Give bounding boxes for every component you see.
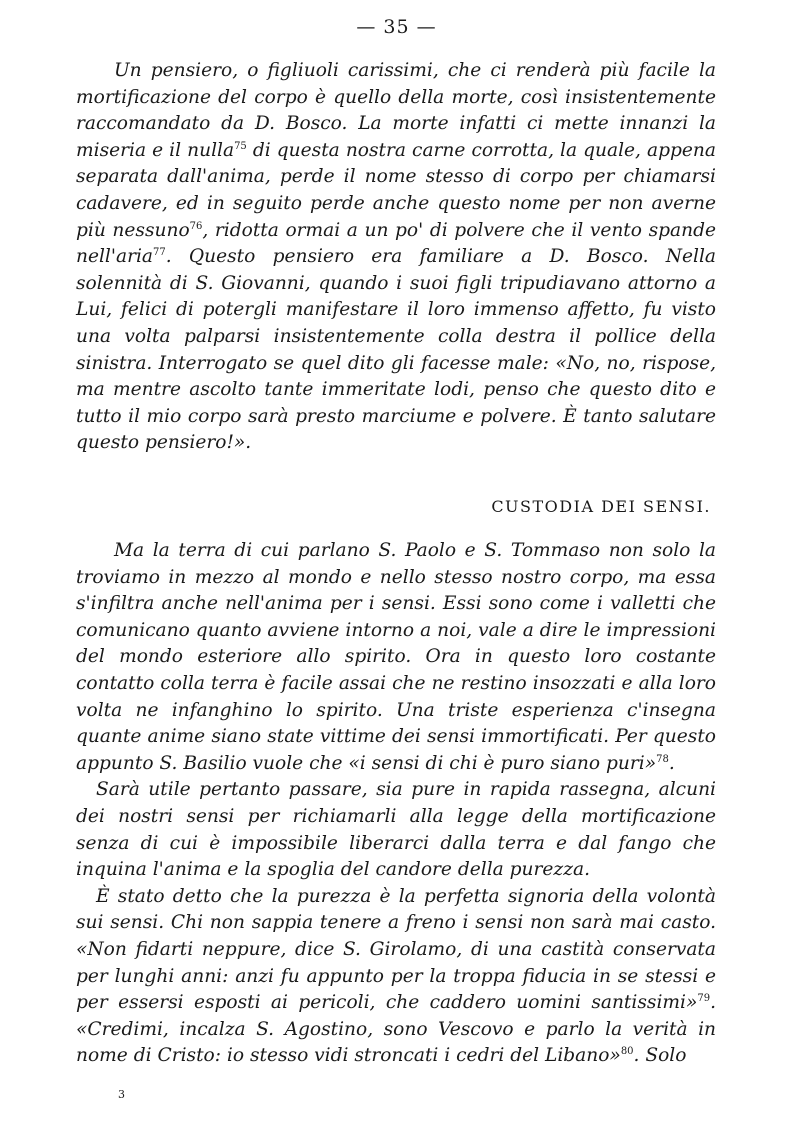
- text-run: Sarà utile pertanto passare, sia pure in rapida rassegna, alcuni dei nostri sensi per richiamarli alla legge della mortificazione senza di cui è impossibile liberarci dalla terra e dal fango che inquina l'anima e la spoglia del candore della purezza.: [76, 779, 716, 881]
- text-run: , ridotta ormai a un po' di polvere che il vento spande nell'aria: [76, 219, 716, 268]
- paragraph: [76, 884, 716, 1070]
- footnote-ref: 80: [620, 1046, 634, 1058]
- text-run: Ma la terra di cui parlano S. Paolo e S. Tommaso non solo la troviamo in mezzo al mondo e nello stesso nostro corpo, ma essa s'infiltra anche nell'anima per i sensi. Essi sono come i valletti che comunicano quanto avviene intorno a noi, vale a dire le impressioni del mondo esteriore allo spirito. Ora in questo loro costante contatto colla terra è facile assai che ne restino insozzati e alla loro volta ne infanghino lo spirito. Una triste esperienza c'insegna quante anime siano state vittime dei sensi immortificati. Per questo appunto S. Basilio vuole che «i sensi di chi è puro siano puri»: [76, 540, 716, 774]
- text-run: È stato detto che la purezza è la perfetta signoria della volontà sui sensi. Chi non sappia tenere a freno i sensi non sarà mai casto. «Non fidarti neppure, dice S. Girolamo, di una castità conservata per lunghi anni: anzi fu appunto per la troppa fiducia in se stessi e per essersi esposti ai pericoli, che caddero uomini santissimi»: [76, 885, 716, 1014]
- paragraph: [76, 777, 716, 883]
- footnote-ref: 76: [189, 220, 203, 232]
- footnote-ref: 75: [234, 140, 247, 152]
- top-text-block: [76, 58, 716, 457]
- footnote-ref: 77: [153, 246, 166, 258]
- section-heading: CUSTODIA DEI SENSI.: [491, 497, 711, 516]
- text-run: Un pensiero, o figliuoli carissimi, che ci renderà più facile la mortificazione del corpo è quello della morte, così insistentemente raccomandato da D. Bosco. La morte infatti ci mette innanzi la miseria e il nulla: [76, 60, 716, 161]
- signature-mark: 3: [118, 1088, 125, 1101]
- text-run: di questa nostra carne corrotta, la quale, appena separata dall'anima, perde il nome stesso di corpo per chiamarsi cadavere, ed in seguito perde anche questo nome per non averne più nessuno: [76, 139, 716, 241]
- text-run: . Questo pensiero era familiare a D. Bosco. Nella solennità di S. Giovanni, quando i suoi figli tripudiavano attorno a Lui, felici di potergli manifestare il loro immenso affetto, fu visto una volta palparsi insistentemente colla destra il pollice della sinistra. Interrogato se quel dito gli facesse male: «No, no, rispose, ma mentre ascolto tante immeritate lodi, penso che questo dito e tutto il mio corpo sarà presto marciume e polvere. È tanto salutare questo pensiero!».: [76, 246, 716, 454]
- page-number: — 35 —: [356, 16, 437, 38]
- paragraph: [76, 538, 716, 777]
- footnote-ref: 79: [697, 992, 711, 1004]
- footnote-ref: 78: [656, 753, 669, 765]
- text-run: . Solo: [633, 1045, 687, 1067]
- bottom-text-block: [76, 538, 716, 1070]
- paragraph: [76, 58, 716, 457]
- text-run: .: [668, 752, 675, 774]
- text-run: . «Credimi, incalza S. Agostino, sono Vescovo e parlo la verità in nome di Cristo: io stesso vidi stroncati i cedri del Libano»: [76, 992, 716, 1067]
